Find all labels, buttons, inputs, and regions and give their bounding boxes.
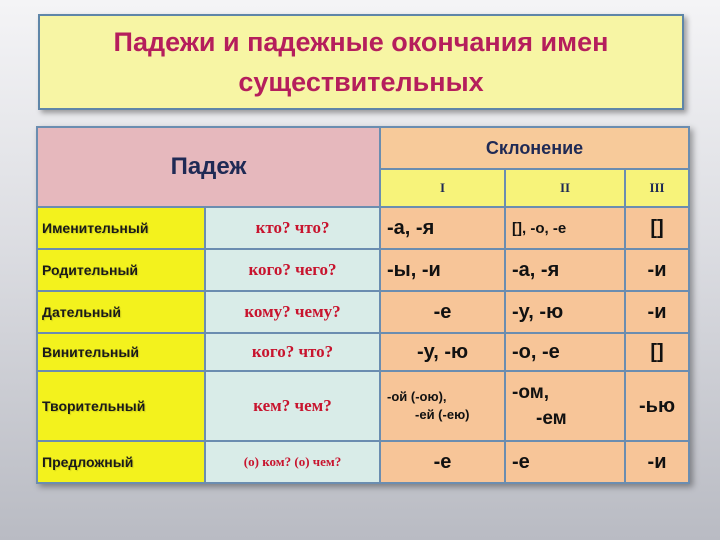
ending-2: -у, -ю [505,291,625,333]
ending-3: [] [625,207,689,249]
case-question: кому? чему? [205,291,380,333]
case-name: Творительный [37,371,205,441]
case-question: кого? чего? [205,249,380,291]
case-name: Именительный [37,207,205,249]
header-case: Падеж [37,127,380,207]
case-name: Дательный [37,291,205,333]
case-name: Родительный [37,249,205,291]
table-row [37,333,689,371]
case-question: (о) ком? (о) чем? [205,441,380,483]
case-question: кого? что? [205,333,380,371]
case-name: Предложный [37,441,205,483]
declension-2: II [505,169,625,207]
ending-1: -е [380,441,505,483]
ending-3: -и [625,249,689,291]
table-row [37,207,689,249]
ending-2-cell [505,371,625,441]
table-row [37,371,689,441]
case-name: Винительный [37,333,205,371]
ending-1: -е [380,291,505,333]
page-title: Падежи и падежные окончания имен существительных [113,27,609,97]
declension-1: I [380,169,505,207]
table-header-row [37,127,689,169]
ending-2: -а, -я [505,249,625,291]
declension-3: III [625,169,689,207]
ending-1: -а, -я [380,207,505,249]
case-endings-table [36,126,690,484]
ending-1: -ой (-ою), [387,389,447,404]
ending-2-extra: -ем [536,408,567,429]
ending-2: [], -о, -е [505,207,625,249]
ending-3: -ью [625,371,689,441]
case-question: кто? что? [205,207,380,249]
table-row [37,249,689,291]
ending-3: -и [625,291,689,333]
ending-3: [] [625,333,689,371]
table-row [37,291,689,333]
case-question: кем? чем? [205,371,380,441]
ending-3: -и [625,441,689,483]
ending-2: -ом, [512,382,550,403]
ending-1-extra: -ей (-ею) [415,407,470,422]
ending-2: -е [505,441,625,483]
ending-1-cell [380,371,505,441]
ending-1: -у, -ю [380,333,505,371]
ending-1: -ы, -и [380,249,505,291]
table-row [37,441,689,483]
title-banner [38,14,684,110]
ending-2: -о, -е [505,333,625,371]
header-declension: Склонение [380,127,689,169]
